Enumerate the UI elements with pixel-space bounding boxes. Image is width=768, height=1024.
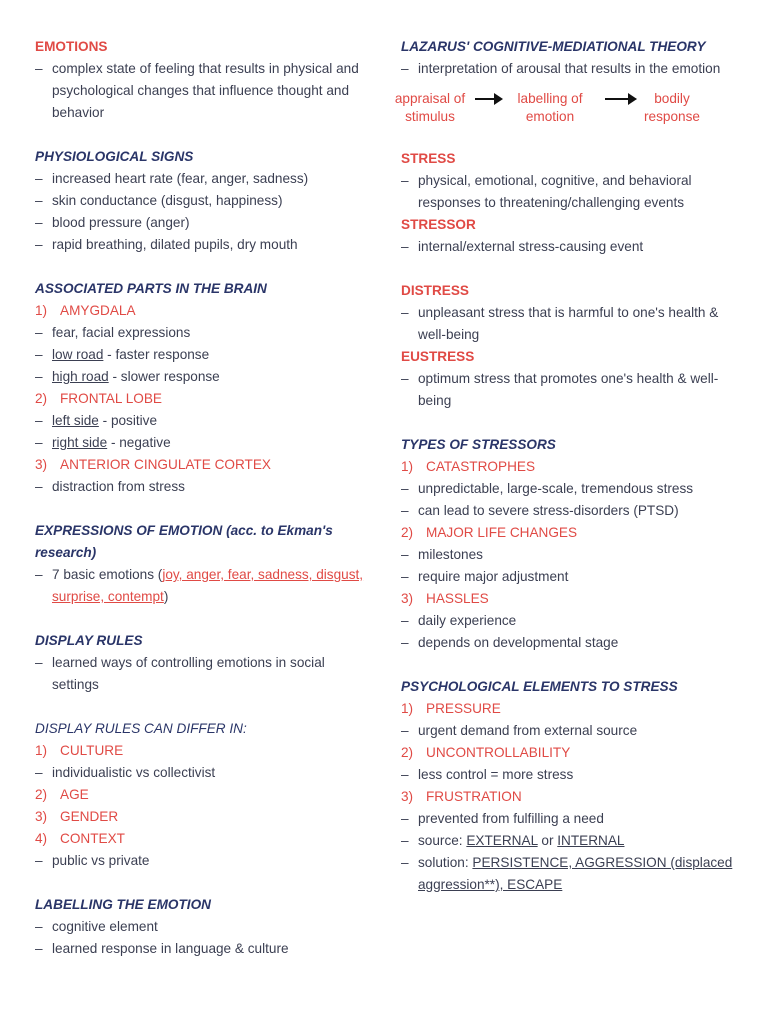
flow-box-bodily-response: bodily response <box>644 91 700 124</box>
list-item: – prevented from fulfilling a need <box>401 808 746 830</box>
list-item: – unpredictable, large-scale, tremendous stress <box>401 478 746 500</box>
numbered-heading-catastrophes: 1) CATASTROPHES <box>401 459 536 474</box>
section-lazarus <box>401 36 746 80</box>
section-eustress <box>401 346 746 412</box>
section-stress <box>401 148 746 214</box>
numbered-heading-acc: 3) ANTERIOR CINGULATE CORTEX <box>35 457 271 472</box>
list-item: – unpleasant stress that is harmful to one's health & well-being <box>401 302 746 346</box>
heading-labelling: LABELLING THE EMOTION <box>35 897 211 912</box>
section-psychological-elements <box>401 676 746 896</box>
list-item: – increased heart rate (fear, anger, sadness) <box>35 168 375 190</box>
flow-box-labelling: labelling of emotion <box>517 91 583 124</box>
section-expressions <box>35 520 375 608</box>
numbered-heading-uncontrollability: 2) UNCONTROLLABILITY <box>401 745 571 760</box>
section-labelling <box>35 894 375 960</box>
list-item: – skin conductance (disgust, happiness) <box>35 190 375 212</box>
right-column <box>394 36 746 896</box>
section-physiological-signs <box>35 146 375 256</box>
section-distress <box>401 280 746 346</box>
numbered-heading-context: 4) CONTEXT <box>35 831 125 846</box>
list-item: – left side - positive <box>35 410 375 432</box>
list-item: – fear, facial expressions <box>35 322 375 344</box>
list-item: – individualistic vs collectivist <box>35 762 375 784</box>
flow-box-appraisal: appraisal of stimulus <box>394 91 466 124</box>
section-stressor <box>401 214 746 258</box>
numbered-heading-frontal-lobe: 2) FRONTAL LOBE <box>35 391 162 406</box>
numbered-heading-pressure: 1) PRESSURE <box>401 701 501 716</box>
list-item: – blood pressure (anger) <box>35 212 375 234</box>
heading-distress: DISTRESS <box>401 283 469 298</box>
section-types-of-stressors <box>401 434 746 654</box>
heading-stressor: STRESSOR <box>401 217 476 232</box>
list-item: – optimum stress that promotes one's health & well-being <box>401 368 746 412</box>
list-item: – solution: PERSISTENCE, AGGRESSION (displaced aggression**), ESCAPE <box>401 852 746 896</box>
heading-stress: STRESS <box>401 151 456 166</box>
heading-emotions: EMOTIONS <box>35 39 108 54</box>
section-brain-parts <box>35 278 375 498</box>
heading-display-rules: DISPLAY RULES <box>35 633 143 648</box>
list-item: – rapid breathing, dilated pupils, dry mouth <box>35 234 375 256</box>
section-emotions <box>35 36 375 124</box>
list-item: – source: EXTERNAL or INTERNAL <box>401 830 746 852</box>
list-item: – milestones <box>401 544 746 566</box>
numbered-heading-gender: 3) GENDER <box>35 809 119 824</box>
list-item: – low road - faster response <box>35 344 375 366</box>
list-item: – distraction from stress <box>35 476 375 498</box>
list-item: – interpretation of arousal that results in the emotion <box>401 58 746 80</box>
list-item: – public vs private <box>35 850 375 872</box>
left-column <box>35 36 375 960</box>
heading-types-of-stressors: TYPES OF STRESSORS <box>401 437 556 452</box>
numbered-heading-amygdala: 1) AMYGDALA <box>35 303 136 318</box>
heading-lazarus: LAZARUS' COGNITIVE-MEDIATIONAL THEORY <box>401 39 706 54</box>
list-item: – require major adjustment <box>401 566 746 588</box>
list-item: – cognitive element <box>35 916 375 938</box>
heading-eustress: EUSTRESS <box>401 349 475 364</box>
list-item: – 7 basic emotions (joy, anger, fear, sadness, disgust, surprise, contempt) <box>35 564 375 608</box>
numbered-heading-frustration: 3) FRUSTRATION <box>401 789 522 804</box>
section-display-differ <box>35 718 375 872</box>
numbered-heading-life-changes: 2) MAJOR LIFE CHANGES <box>401 525 578 540</box>
arrow-right-icon <box>475 98 501 100</box>
numbered-heading-age: 2) AGE <box>35 787 89 802</box>
list-item: – complex state of feeling that results in physical and psychological changes that influence thought and behavior <box>35 58 375 124</box>
list-item: – internal/external stress-causing event <box>401 236 746 258</box>
list-item: – learned ways of controlling emotions in social settings <box>35 652 375 696</box>
list-item: – less control = more stress <box>401 764 746 786</box>
list-item: – high road - slower response <box>35 366 375 388</box>
numbered-heading-culture: 1) CULTURE <box>35 743 124 758</box>
heading-physiological-signs: PHYSIOLOGICAL SIGNS <box>35 149 194 164</box>
heading-display-differ: DISPLAY RULES CAN DIFFER IN: <box>35 721 247 736</box>
list-item: – learned response in language & culture <box>35 938 375 960</box>
list-item: – daily experience <box>401 610 746 632</box>
heading-expressions: EXPRESSIONS OF EMOTION (acc. to Ekman's research) <box>35 523 333 560</box>
list-item: – urgent demand from external source <box>401 720 746 742</box>
list-item: – right side - negative <box>35 432 375 454</box>
list-item: – physical, emotional, cognitive, and behavioral responses to threatening/challenging events <box>401 170 746 214</box>
arrow-right-icon <box>605 98 635 100</box>
list-item: – can lead to severe stress-disorders (PTSD) <box>401 500 746 522</box>
numbered-heading-hassles: 3) HASSLES <box>401 591 489 606</box>
heading-brain-parts: ASSOCIATED PARTS IN THE BRAIN <box>35 281 267 296</box>
section-display-rules <box>35 630 375 696</box>
lazarus-flow-diagram <box>389 90 746 138</box>
list-item: – depends on developmental stage <box>401 632 746 654</box>
heading-psychological-elements: PSYCHOLOGICAL ELEMENTS TO STRESS <box>401 679 678 694</box>
